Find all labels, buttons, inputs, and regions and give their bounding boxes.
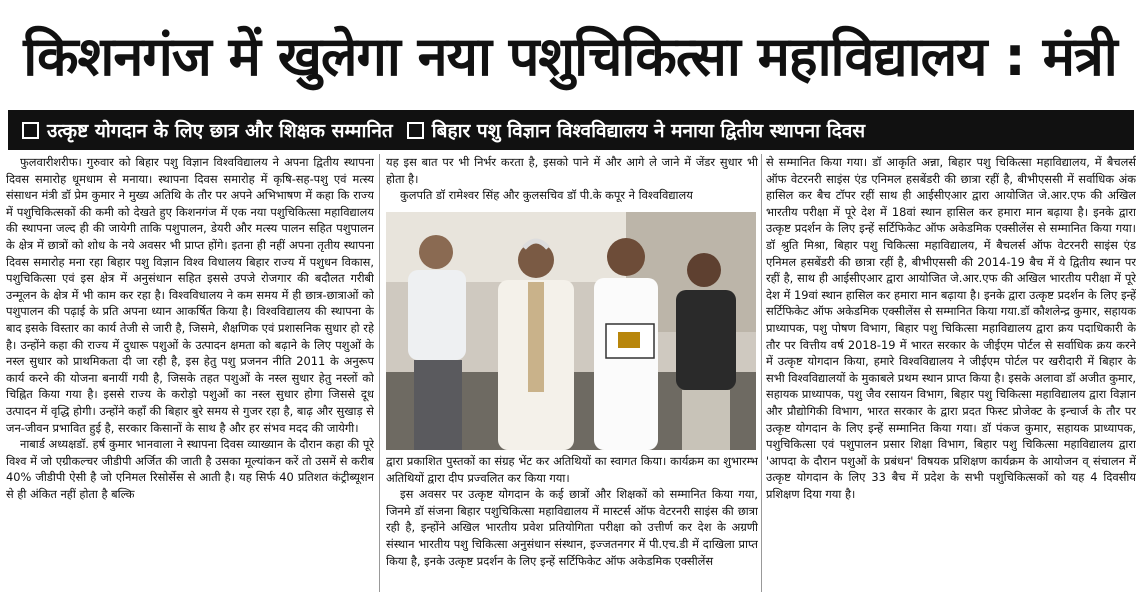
checkbox-bullet-icon [407,122,424,139]
paragraph: द्वारा प्रकाशित पुस्तकों का संग्रह भेंट कर अतिथियों का स्वागत किया। कार्यक्रम का शुभारम्भ अतिथियों द्वारा दीप प्रज्वलित कर किया गया। [386,454,758,485]
subheading-2: बिहार पशु विज्ञान विश्वविद्यालय ने मनाया द्वितीय स्थापना दिवस [431,120,866,142]
paragraph: इस अवसर पर उत्कृष्ट योगदान के कई छात्रों और शिक्षकों को सम्मानित किया गया, जिनमे डॉ संजना बिहार पशुचिकित्सा महाविद्यालय में मास्टर्स ऑफ वेटरनरी साइंस की छात्रा रही है, इन्होंने अखिल भारतीय प्रवेश प्रतियोगिता परीक्षा को उत्तीर्ण कर देश के अग्रणी संस्थान भारतीय पशु चिकित्सा अनुसंधान संस्थान, इज्जतनगर में पी.एच.डी में दाखिला प्राप्त किया है, इनके उत्कृष्ट प्रदर्शन के लिए इन्हें सर्टिफिकेट ऑफ अकेडमिक एक्सीलेंस [386,487,758,568]
event-photo [386,212,756,450]
article-column-2-bottom [386,453,758,594]
subheading-bar [8,110,1134,150]
article-column-1 [6,154,374,594]
paragraph: फुलवारीशरीफ। गुरुवार को बिहार पशु विज्ञान विश्वविद्यालय ने अपना द्वितीय स्थापना दिवस समारोह धूमधाम से मनाया। स्थापना दिवस समारोह में कृषि-सह-पशु एवं मत्स्य संसाधन मंत्री डॉ प्रेम कुमार ने मुख्य अतिथि के तौर पर अपने अभिभाषण में कहा कि राज्य में पशुचिकित्सकों की कमी को देखते हुए किशनगंज में एक नया पशुचिकित्सा महाविद्यालय की स्थापना जल्द ही की जायेगी ताकि पशुपालन, डेयरी और मत्स्य पालन सहित पशुपालन के क्षेत्र में छात्रों को शोध के नये अवसर भी प्राप्त होंगे। इतना ही नहीं अपना तृतीय स्थापना दिवस समारोह मना रहा बिहार पशु विज्ञान विश्व विधालय बिहार राज्य में पशुधन विकास, पशुचिकित्सा एवं इस क्षेत्र में अनुसंधान सहित इससे उपजे रोजगार की बदौलत गरीबी उन्मूलन के क्षेत्र में भी काम कर रहा है। विश्वविधालय ने कम समय में ही छात्र-छात्राओं को पशुपालन की पढ़ाई के प्रति अपना ध्यान आकर्षित किया है। विश्वविद्यालय की स्थापना के बाद इसके विस्तार का कार्य तेजी से जारी है, जिसमे, शैक्षणिक एवं प्रशासनिक सुधार हो रहे है। उन्होंने कहा की राज्य में दुधारू पशुओं के उत्पादन क्षमता को बढ़ाने के लिए पशुओं के नस्ल सुधार को प्राथमिकता दी जा रही है, इस हेतु पशु प्रजनन नीति 2011 के अनुरूप कार्य करने की योजना बनायीं गयी है, जिसके तहत पशुओं के नस्ल सुधार हेतु नस्लों को चिह्नित किया गया है। इससे राज्य के करोड़ो पशुओं का नस्ल सुधार होगा जिससे दूध उत्पादन में वृद्धि होगी। उन्होंने कहाँ की बिहार बुरे समय से गुजर रहा है, बाढ़ और सुखाड़ से जन-जीवन प्रभावित हुई है, सरकार किसानों के साथ है और हर संभव मदद की जायेगी। [6,155,374,435]
checkbox-bullet-icon [22,122,39,139]
award-ceremony-photo [386,212,756,450]
paragraph: से सम्मानित किया गया। डॉ आकृति अन्ना, बिहार पशु चिकित्सा महाविद्यालय, में बैचलर्स ऑफ वेटरनरी साइंस एंड एनिमल हसबेंडरी की छात्रा रहीं है, बीभीएससी में सर्वाधिक अंक हासिल कर बैच टॉपर रहीं साथ ही आईसीएआर द्वारा आयोजित जे.आर.एफ की अखिल भारतीय परीक्षा में पूरे देश में 18वां स्थान हासिल कर हमारा मान बढ़ाया है। इनके द्वारा उत्कृष्ट प्रदर्शन के लिए इन्हें सर्टिफिकेट ऑफ अकेडमिक एक्सीलेंस से सम्मानित किया गया। डॉ श्रुति मिश्रा, बिहार पशु चिकित्सा महाविद्यालय, में बैचलर्स ऑफ वेटरनरी साइंस एंड एनिमल हसबेंडरी की छात्रा रहीं है, बीभीएससी की 2014-19 बैच में ये द्वितीय स्थान पर रहीं है, साथ ही आईसीएआर द्वारा आयोजित जे.आर.एफ की अखिल भारतीय परीक्षा में पूरे देश में 19वां स्थान हासिल कर हमारा मान बढ़ाया है। इनके द्वारा उत्कृष्ट प्रदर्शन के लिए इन्हें सर्टिफिकेट ऑफ अकेडमिक एक्सीलेंस से सम्मानित किया गया.डॉ कौशलेन्द्र कुमार, सहायक प्राध्यापक, पशु पोषण विभाग, बिहार पशु चिकित्सा महाविद्यालय द्वारा क्रय पदाधिकारी के तौर पर वित्तीय वर्ष 2018-19 में भारत सरकार के जीईएम पोर्टल से सर्वाधिक क्रय करने में उत्कृष्ट योगदान किया, हमारे विश्वविद्यालय ने जीईएम पोर्टल पर खरीदारी में बिहार के सभी विश्वविद्यालयों के मुकाबले प्रथम स्थान प्राप्त किया है। इसके अलावा डॉ अजीत कुमार, सहायक प्राध्यापक, पशु जैव रसायन विभाग, बिहार पशु चिकित्सा महाविद्यालय द्वारा विज्ञान और प्रौद्योगिकी विभाग, भारत सरकार के द्वारा प्रदत फिस्ट प्रोजेक्ट के इन्चार्ज के तौर पर उत्कृष्ट योगदान के लिए इन्हें सम्मानित किया गया। डॉ पंकज कुमार, सहायक प्राध्यापक, पशुचिकित्सा एवं पशुपालन प्रसार शिक्षा विभाग, बिहार पशु चिकित्सा महाविद्यालय द्वारा 'आपदा के दौरान पशुओं के प्रबंधन' विषयक प्रशिक्षण कार्यक्रम के आयोजन व् संचालन में उत्कृष्ट योगदान के लिए 33 बैच में प्रदेश के सभी पशुचिकित्सकों को यह 4 दिवसीय प्रशिक्षण दिया गया है। [766,155,1136,501]
column-divider [761,154,762,592]
article-column-3 [766,154,1136,594]
headline-area [0,0,1140,108]
paragraph: यह इस बात पर भी निर्भर करता है, इसको पाने में और आगे ले जाने में जेंडर सुधार भी होता है। [386,155,758,186]
subheading-1: उत्कृष्ट योगदान के लिए छात्र और शिक्षक सम्मानित [47,120,393,142]
column-divider [379,154,380,592]
paragraph: कुलपति डॉ रामेश्वर सिंह और कुलसचिव डॉ पी.के कपूर ने विश्वविद्यालय [400,188,693,203]
headline: किशनगंज में खुलेगा नया पशुचिकित्सा महाविद्यालय : मंत्री [23,25,1117,88]
paragraph: नाबार्ड अध्यक्षडॉ. हर्ष कुमार भानवाला ने स्थापना दिवस व्याख्यान के दौरान कहा की पूरे विश्व में जो एग्रीकल्चर जीडीपी अर्जित की जाती है उसका मूल्यांकन करें तो उसमें से करीब 40% जीडीपी ऐसी है जो एनिमल रिसोर्सेस से आती है। यह सिर्फ 40 प्रतिशत कंट्रीब्यूशन से ही अंकित नहीं होता है बल्कि [6,437,374,501]
article-column-2-top [386,154,758,208]
